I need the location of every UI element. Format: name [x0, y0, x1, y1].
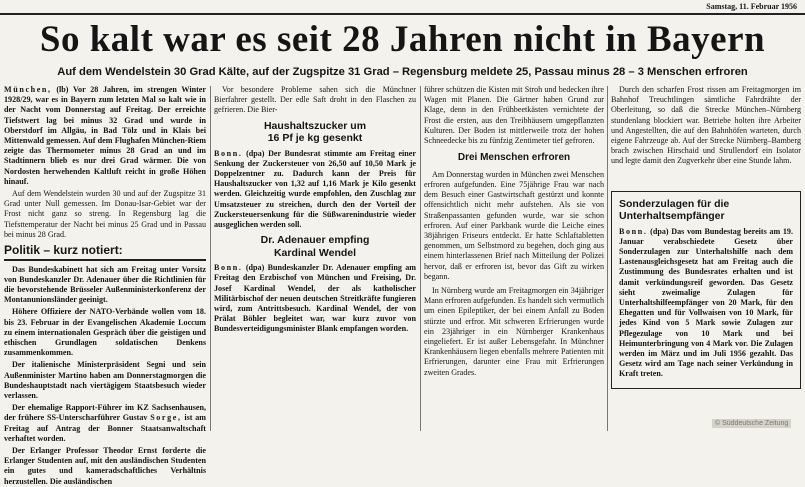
heading-line: 16 Pf je kg gesenkt	[267, 132, 363, 145]
info-box	[611, 191, 801, 389]
article-heading-frozen: Drei Menschen erfroren	[457, 152, 571, 164]
heading-line: Kardinal Wendel	[273, 246, 357, 259]
column-divider	[420, 86, 421, 431]
news-item: Das Bundeskabinett hat sich am Freitag unter Vorsitz von Bundeskanzler Dr. Adenauer über die Richtlinien für die bevorstehende Brüsseler Außenministerkonferenz der Montanunionsländer geeinigt.	[4, 264, 206, 305]
news-item: Der italienische Ministerpräsident Segni und sein Außenminister Martino haben am Donnerstagmorgen die Bundeshauptstadt nach viertägigem Staatsbesuch wieder verlassen.	[4, 360, 206, 400]
dateline-place: Bonn.	[619, 226, 648, 236]
sub-headline: Auf dem Wendelstein 30 Grad Kälte, auf der Zugspitze 31 Grad – Regensburg meldete 25, Passau minus 28 – 3 Menschen erfroren	[57, 66, 748, 78]
archive-stamp: © Süddeutsche Zeitung	[712, 419, 791, 428]
paragraph: In Nürnberg wurde am Freitagmorgen ein 34jähriger Mann erfroren aufgefunden. Es handelt sich vermutlich um einen Epileptiker, der bei einem Anfall zu Boden stürzte und erfror. Mit schweren Erfrierungen wurde ein 23jähriger in ein Nürnberger Krankenhaus eingeliefert. Er ist außer Lebensgefahr. In Münchner Krankenhäusern liegen ebenfalls mehrere Patienten mit Erfrierungen, darunter eine Frau mit Erfrierungen zweiten Grades.	[424, 285, 604, 377]
article-body	[214, 149, 416, 231]
main-headline: So kalt war es seit 28 Jahren nicht in Bayern	[39, 19, 766, 60]
box-title-line: Unterhaltsempfänger	[619, 210, 725, 223]
paragraph: Durch den scharfen Frost rissen am Freitagmorgen im Bahnhof Treuchtlingen sämtliche Fahrdrähte der Oberleitung, so daß die Strecke München–Nürnberg stundenlang blockiert war. Betriebe holten ihre Arbeiter und Angestellten, die auf den Bahnhöfen warteten, durch eigene Fahrzeuge ab. Auf der Strecke Nürnberg–Bamberg brach zwischen Hirschaid und Strullendorf ein Isolator und legte damit den Zugverkehr über eine Stunde lahm.	[611, 85, 801, 166]
column-divider	[607, 86, 608, 431]
box-body	[619, 227, 793, 380]
heading-line: Dr. Adenauer empfing	[260, 234, 370, 247]
paragraph: Vor besondere Probleme sahen sich die Münchner Bierfahrer gestellt. Der edle Saft droht in den Flaschen zu gefrieren. Die Bier-	[214, 85, 416, 115]
paragraph: Auf dem Wendelstein wurden 30 und auf der Zugspitze 31 Grad unter Null gemessen. Im Donau-Isar-Gebiet war der Frost nicht ganz so streng. In Regensburg lag die Tiefsttemperatur der Nacht bei minus 25 Grad und in Passau bei minus 28 Grad.	[4, 189, 206, 239]
dateline-place: Bonn.	[214, 263, 243, 273]
article-body	[214, 263, 416, 334]
article-text: (dpa) Der Bundesrat stimmte am Freitag einer Senkung der Zuckersteuer von 26,50 auf 10,50 Mark je Doppelzentner zu. Dadurch kann der Preis für Haushaltszucker von 1,32 auf 1,16 Mark je Kilo gesenkt werden. Gleichzeitig wurde empfohlen, den Zuschlag zur Umsatzsteuer zu streichen, durch den der Vorteil der Zuckersteuersenkung für die Süßwarenindustrie wieder ausgeglichen werden soll.	[214, 148, 416, 230]
paragraph: Am Donnerstag wurden in München zwei Menschen erfroren aufgefunden. Eine 75jährige Frau war nach dem Besuch einer Gastwirtschaft gestürzt und konnte offensichtlich nicht mehr aufstehen. Als sie von Straßenpassanten gefunden wurde, war sie schon erfroren. Auf einer Parkbank wurde die Leiche eines 38jährigen Friseurs entdeckt. Er hatte Schlaftabletten genommen, um Selbstmord zu begehen, doch ging aus einem hinterlassenen Brief nach Mitteilung der Polizei hervor, daß er erfroren ist, bevor das Gift zu wirken begann.	[424, 169, 604, 281]
issue-date: Samstag, 11. Februar 1956	[706, 2, 797, 11]
news-item: Höhere Offiziere der NATO-Verbände wollen vom 18. bis 23. Februar in der Evangelischen Akademie Loccum zu einem internationalen Gespräch über die geistigen und ethischen Grundlagen soldatischen Denkens zusammenkommen.	[4, 307, 206, 358]
section-rule	[4, 259, 206, 261]
article-text: (dpa) Bundeskanzler Dr. Adenauer empfing am Freitag den Erzbischof von München und Freising, Dr. Josef Kardinal Wendel, der als katholischer Militärbischof der neuen deutschen Streitkräfte fungieren wird, zum Antrittsbesuch. Kardinal Wendel, der von Prälat Böhler begleitet war, war kurz zuvor von Bundesverteidigungsminister Blank empfangen worden.	[214, 263, 417, 334]
column-divider	[210, 86, 211, 431]
article-heading-sugar	[214, 120, 416, 145]
column-3	[424, 85, 604, 431]
section-title: Politik – kurz notiert:	[4, 243, 123, 258]
dateline-place: Bonn.	[214, 148, 243, 158]
lead-text: (lb) Vor 28 Jahren, im strengen Winter 1928/29, war es in Bayern zum letzten Mal so kalt wie in der Nacht vom Donnerstag auf Freitag. Der erreichte Tiefstwert lag bei minus 32 Grad und wurde in Oberstdorf im Allgäu, in Bad Tölz und in Klais bei Mittenwald gemessen. Auf dem Flughafen München-Riem zeigte das Thermometer minus 28 Grad an und im Stadtinnern blieb es nur drei Grad wärmer. Die von Nordosten herwehenden Kaltluft reicht in große Höhen hinauf.	[4, 85, 206, 186]
article-heading-adenauer	[214, 234, 416, 259]
news-item-text: ist am Freitag auf Antrag der Bonner Staatsanwaltschaft verhaftet worden.	[4, 413, 206, 443]
lead-paragraph	[4, 85, 206, 187]
column-1	[4, 85, 206, 486]
heading-line: Haushaltszucker um	[263, 119, 367, 132]
dateline-place: München,	[4, 85, 52, 94]
box-title	[619, 198, 793, 223]
column-4	[611, 85, 801, 431]
box-text: (dpa) Das vom Bundestag bereits am 19. Januar verabschiedete Gesetz über Sonderzulagen zur Unterhaltshilfe nach dem Lastenausgleichsgesetz hat am Freitag auch die Zustimmung des Bundesrates erhalten und ist damit verkündungsreif geworden. Das Gesetz sieht zweimalige Zulagen für Unterhaltshilfeempfänger von 20 Mark, für den Ehegatten und für Vollwaisen von 10 Mark, für jedes Kind von 5 Mark sowie Zulagen zur Pflegezulage von 10 Mark und bei Heimunterbringung von 4 Mark vor. Die Zulagen werden im März und im Juli 1956 gezahlt. Das Gesetz wird am Tage nach seiner Verkündung in Kraft treten.	[619, 226, 793, 379]
news-item-text: Der ehemalige Rapport-Führer im KZ Sachsenhausen, der frühere SS-Unterscharführer Gustav	[4, 403, 206, 423]
paragraph: führer schützen die Kisten mit Stroh und bedecken ihre Wagen mit Planen. Die Gärtner haben Grund zur Klage, denn in den Frühbeetkästen vernichtete der Frost die ersten, aus den Treibhäusern umgepflanzten Kulturen. Der Boden ist mittlerweile trotz der hohen Schneedecke bis zu fünfzig Zentimeter tief gefroren.	[424, 85, 604, 146]
person-name: Sorge,	[150, 413, 182, 423]
news-item	[4, 403, 206, 444]
box-title-line: Sonderzulagen für die	[619, 197, 730, 210]
column-2	[214, 85, 416, 431]
news-item: Der Erlanger Professor Theodor Ernst forderte die Erlanger Studenten auf, mit den ausländischen Studenten ein gutes und kameradschaftliches Verhältnis herzustellen. Die ausländischen	[4, 446, 206, 486]
